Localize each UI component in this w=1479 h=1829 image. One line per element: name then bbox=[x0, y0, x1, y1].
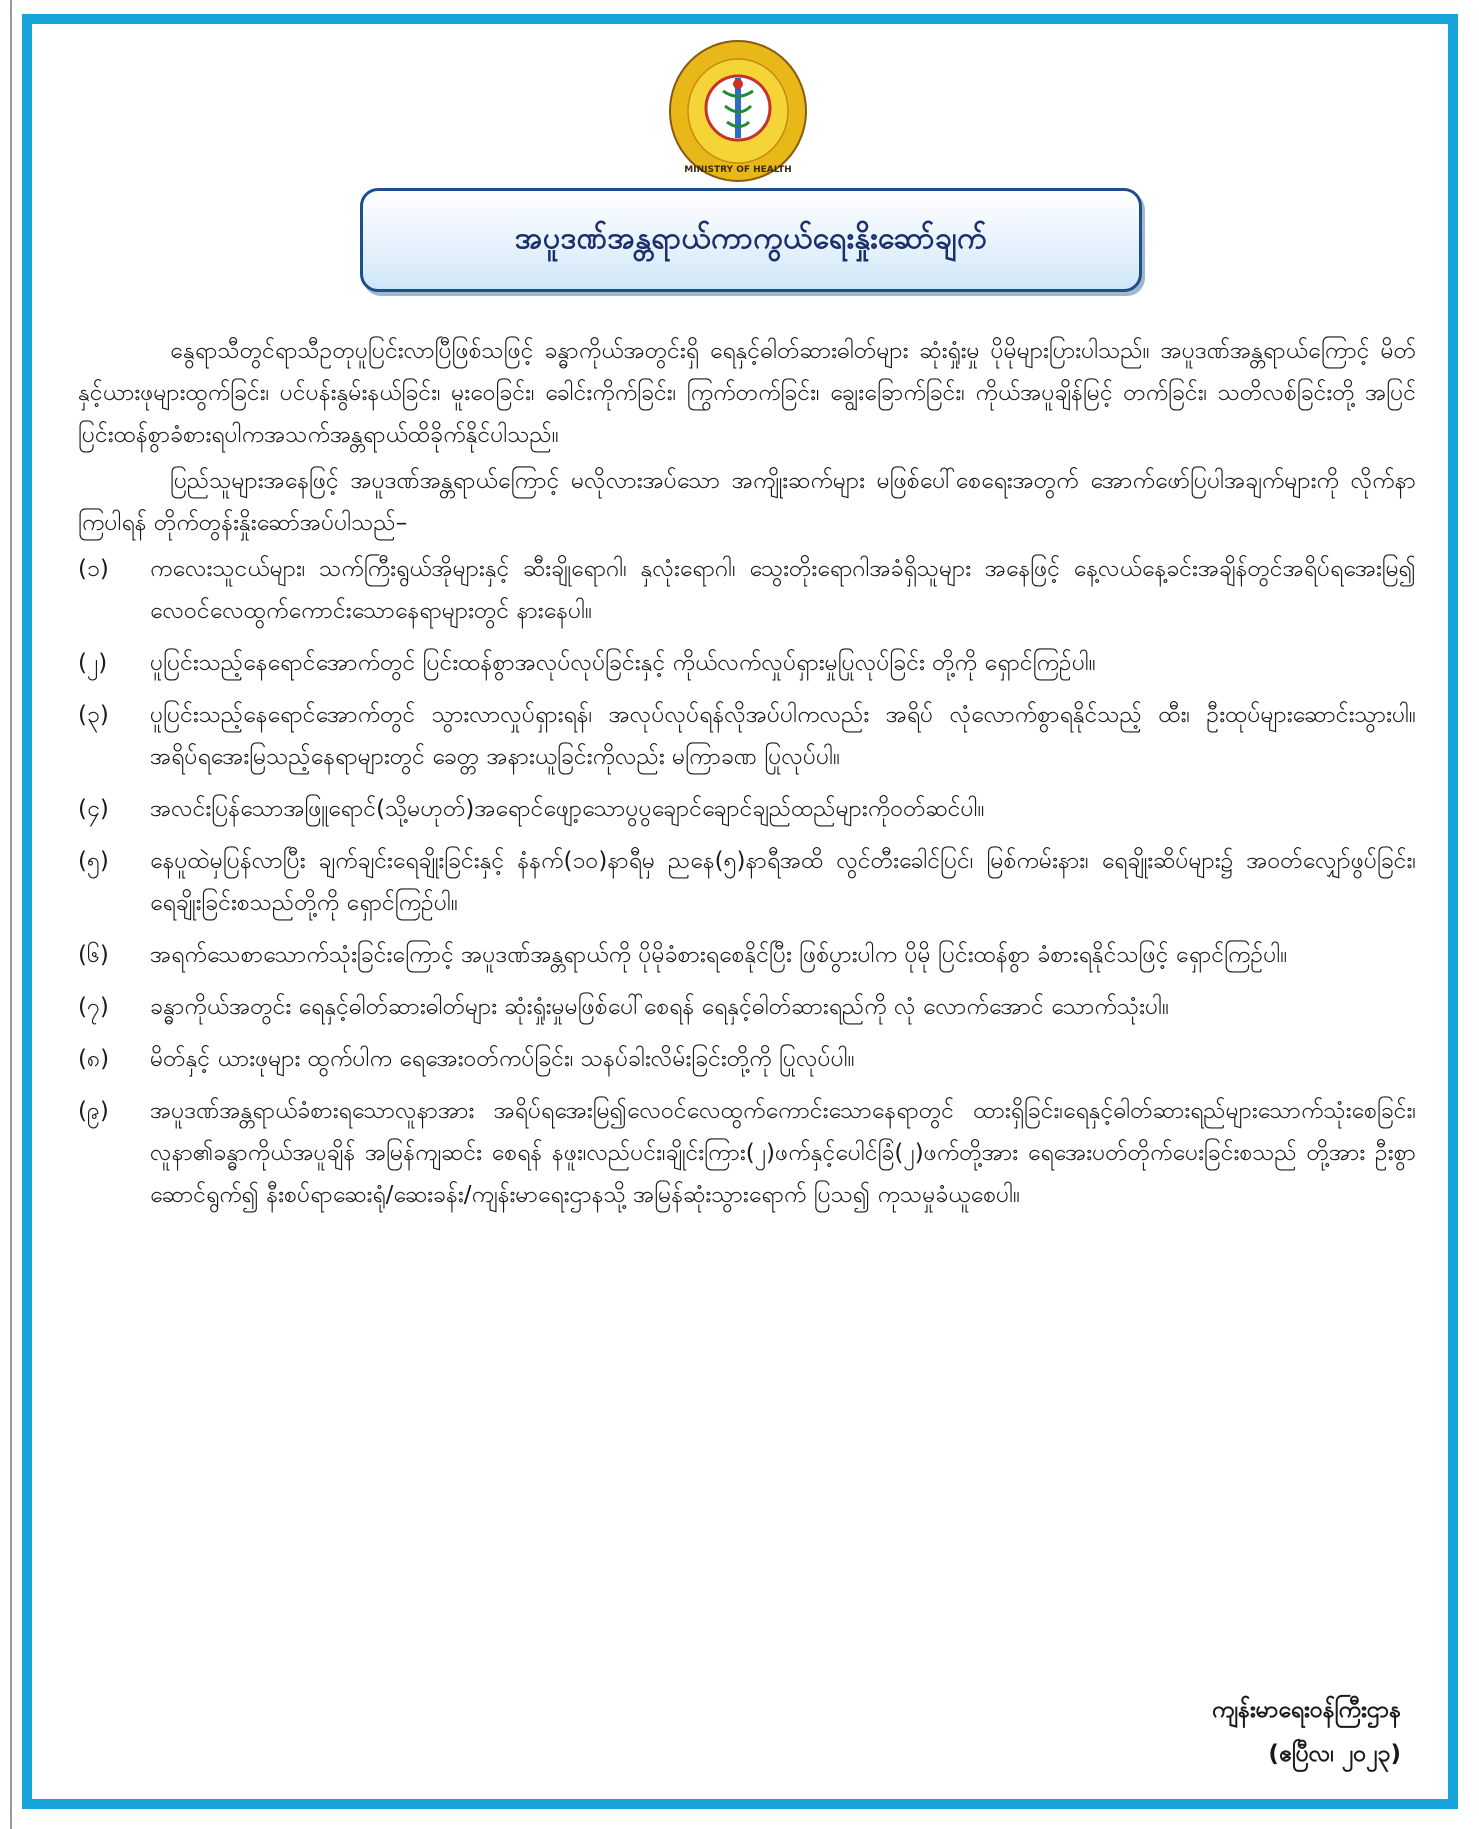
list-item bbox=[78, 986, 1416, 1028]
list-item-text: ပူပြင်းသည့်နေရောင်အောက်တွင် သွားလာလှုပ်ရှားရန်၊ အလုပ်လုပ်ရန်လိုအပ်ပါကလည်း အရိပ် လုံလောက်စွာရနိုင်သည့် ထီး၊ ဦးထုပ်များဆောင်းသွားပါ။ အရိပ်ရအေးမြသည့်နေရာများတွင် ခေတ္တ အနားယူခြင်းကိုလည်း မကြာခဏ ပြုလုပ်ပါ။ bbox=[150, 702, 1416, 770]
list-item-number: (၅) bbox=[78, 848, 109, 874]
intro-paragraph-2: ပြည်သူများအနေဖြင့် အပူဒဏ်အန္တရာယ်ကြောင့် မလိုလားအပ်သော အကျိုးဆက်များ မဖြစ်ပေါ်စေရေးအတွက် အောက်ဖော်ပြပါအချက်များကို လိုက်နာကြပါရန် တိုက်တွန်းနှိုးဆော်အပ်ပါသည်– bbox=[78, 468, 1416, 536]
list-item-number: (၂) bbox=[78, 650, 108, 676]
issue-date: (ဧပြီလ၊ ၂၀၂၃) bbox=[1268, 1741, 1401, 1767]
list-item bbox=[78, 1090, 1416, 1216]
list-item-text: မိတ်နှင့် ယားဖုများ ထွက်ပါက ရေအေးဝတ်ကပ်ခြင်း၊ သနပ်ခါးလိမ်းခြင်းတို့ကို ပြုလုပ်ပါ။ bbox=[150, 1046, 855, 1072]
list-item-text: အလင်းပြန်သောအဖြူရောင်(သို့မဟုတ်)အရောင်ဖျော့သောပွပွချောင်ချောင်ချည်ထည်များကိုဝတ်ဆင်ပါ။ bbox=[150, 796, 985, 822]
list-item bbox=[78, 694, 1416, 778]
list-item bbox=[78, 788, 1416, 830]
list-item bbox=[78, 840, 1416, 924]
ministry-of-health-seal-icon bbox=[663, 36, 813, 186]
list-item-number: (၁) bbox=[78, 556, 109, 582]
left-edge-rule bbox=[10, 0, 12, 1829]
list-item bbox=[78, 548, 1416, 632]
seal-caption: MINISTRY OF HEALTH bbox=[684, 165, 792, 175]
signature-block bbox=[1212, 1688, 1401, 1776]
list-item-text: အပူဒဏ်အန္တရာယ်ခံစားရသောလူနာအား အရိပ်ရအေးမြ၍လေဝင်လေထွက်ကောင်းသောနေရာတွင် ထားရှိခြင်း၊ရေနှင့်ဓါတ်ဆားရည်များသောက်သုံးစေခြင်း၊ လူနာ၏ခန္ဓာကိုယ်အပူချိန် အမြန်ကျဆင်း စေရန် နဖူး၊လည်ပင်း၊ချိုင်းကြား(၂)ဖက်နှင့်ပေါင်ခြံ(၂)ဖက်တို့အား ရေအေးပတ်တိုက်ပေးခြင်းစသည် တို့အား ဦးစွာဆောင်ရွက်၍ နီးစပ်ရာဆေးရုံ/ဆေးခန်း/ကျန်းမာရေးဌာနသို့ အမြန်ဆုံးသွားရောက် ပြသ၍ ကုသမှုခံယူစေပါ။ bbox=[150, 1098, 1416, 1208]
list-item-text: ကလေးသူငယ်များ၊ သက်ကြီးရွယ်အိုများနှင့် ဆီးချိုရောဂါ၊ နှလုံးရောဂါ၊ သွေးတိုးရောဂါအခံရှိသူများ အနေဖြင့် နေ့လယ်နေ့ခင်းအချိန်တွင်အရိပ်ရအေးမြ၍ လေဝင်လေထွက်ကောင်းသောနေရာများတွင် နားနေပါ။ bbox=[150, 556, 1416, 624]
list-item-text: နေပူထဲမှပြန်လာပြီး ချက်ချင်းရေချိုးခြင်းနှင့် နံနက်(၁၀)နာရီမှ ညနေ(၅)နာရီအထိ လွင်တီးခေါင်ပြင်၊ မြစ်ကမ်းနား၊ ရေချိုးဆိပ်များ၌ အဝတ်လျှော်ဖွပ်ခြင်း၊ ရေချိုးခြင်းစသည်တို့ကို ရှောင်ကြဉ်ပါ။ bbox=[150, 848, 1416, 916]
list-item-number: (၃) bbox=[78, 702, 109, 728]
list-item bbox=[78, 1038, 1416, 1080]
notice-body bbox=[78, 330, 1416, 1226]
list-item-number: (၇) bbox=[78, 994, 109, 1020]
list-item-number: (၈) bbox=[78, 1046, 110, 1072]
list-item-text: အရက်သေစာသောက်သုံးခြင်းကြောင့် အပူဒဏ်အန္တရာယ်ကို ပိုမိုခံစားရစေနိုင်ပြီး ဖြစ်ပွားပါက ပိုမို ပြင်းထန်စွာ ခံစားရနိုင်သဖြင့် ရှောင်ကြဉ်ပါ။ bbox=[150, 942, 1288, 968]
list-item bbox=[78, 934, 1416, 976]
list-item-number: (၆) bbox=[78, 942, 109, 968]
list-item-text: ပူပြင်းသည့်နေရောင်အောက်တွင် ပြင်းထန်စွာအလုပ်လုပ်ခြင်းနှင့် ကိုယ်လက်လှုပ်ရှားမှုပြုလုပ်ခြင်း တို့ကို ရှောင်ကြဉ်ပါ။ bbox=[150, 650, 1096, 676]
list-item-number: (၄) bbox=[78, 796, 109, 822]
list-item-text: ခန္ဓာကိုယ်အတွင်း ရေနှင့်ဓါတ်ဆားဓါတ်များ ဆုံးရှုံးမှုမဖြစ်ပေါ်စေရန် ရေနှင့်ဓါတ်ဆားရည်ကို လုံ လောက်အောင် သောက်သုံးပါ။ bbox=[150, 994, 1170, 1020]
title-banner bbox=[360, 188, 1142, 292]
list-item bbox=[78, 642, 1416, 684]
intro-paragraph-1: နွေရာသီတွင်ရာသီဥတုပူပြင်းလာပြီဖြစ်သဖြင့် ခန္ဓာကိုယ်အတွင်းရှိ ရေနှင့်ဓါတ်ဆားဓါတ်များ ဆုံးရှုံးမှု ပိုမိုများပြားပါသည်။ အပူဒဏ်အန္တရာယ်ကြောင့် မိတ်နှင့်ယားဖုများထွက်ခြင်း၊ ပင်ပန်းနွမ်းနယ်ခြင်း၊ မူးဝေခြင်း၊ ခေါင်းကိုက်ခြင်း၊ ကြွက်တက်ခြင်း၊ ချွေးခြောက်ခြင်း၊ ကိုယ်အပူချိန်မြင့် တက်ခြင်း၊ သတိလစ်ခြင်းတို့ အပြင် ပြင်းထန်စွာခံစားရပါကအသက်အန္တရာယ်ထိခိုက်နိုင်ပါသည်။ bbox=[78, 338, 1416, 448]
list-item-number: (၉) bbox=[78, 1098, 109, 1124]
issuer-name: ကျန်းမာရေးဝန်ကြီးဌာန bbox=[1211, 1697, 1401, 1723]
page-title: အပူဒဏ်အန္တရာယ်ကာကွယ်ရေးနှိုးဆော်ချက် bbox=[514, 220, 988, 256]
